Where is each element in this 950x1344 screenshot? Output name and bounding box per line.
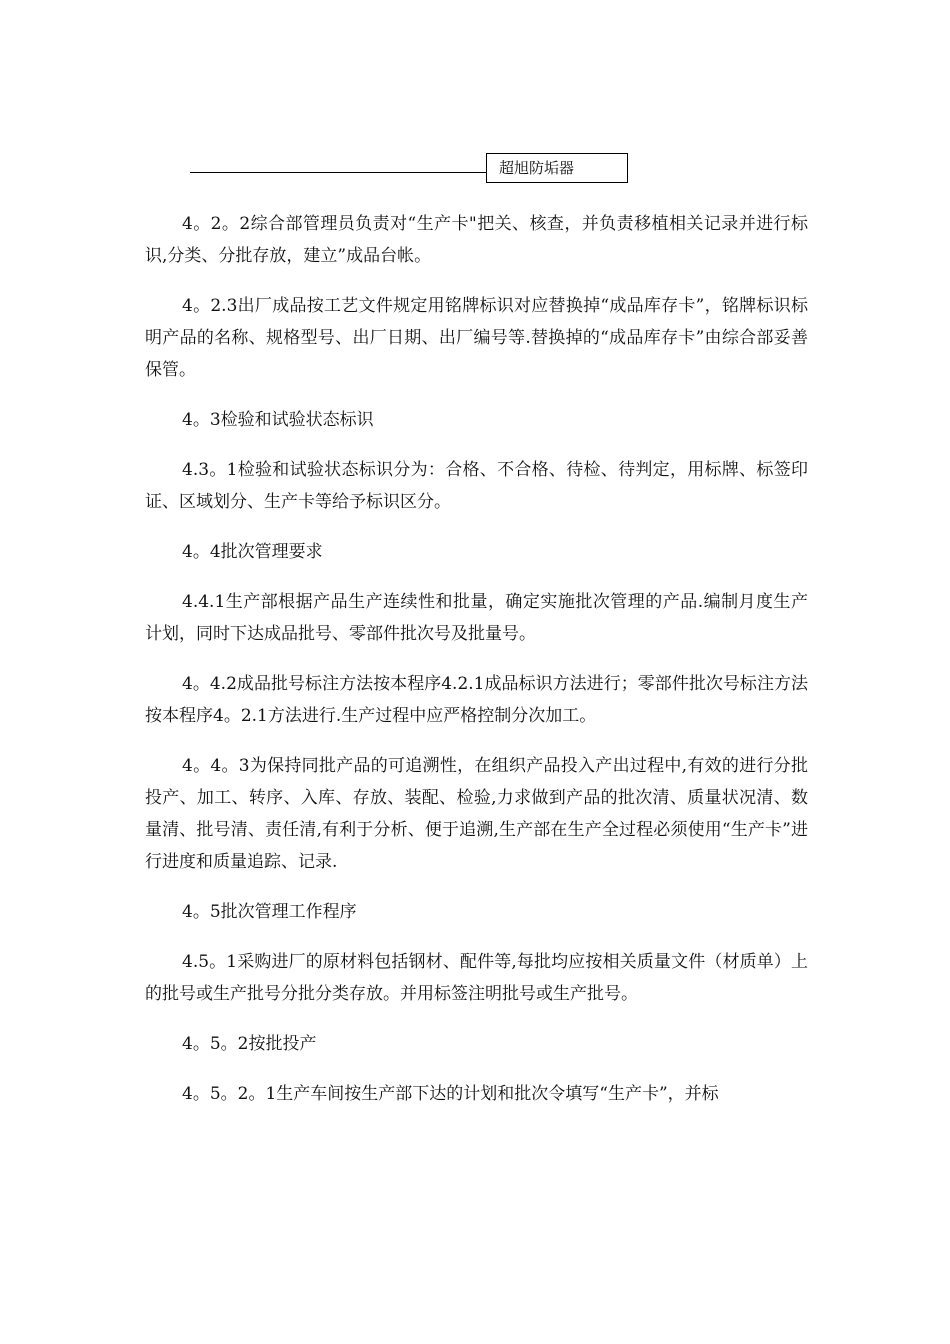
- paragraph-4-4-1: 4.4.1生产部根据产品生产连续性和批量，确定实施批次管理的产品.编制月度生产计划，同时下达成品批号、零部件批次号及批量号。: [145, 592, 808, 644]
- heading-4-5-2: 4。5。2按批投产: [182, 1034, 317, 1054]
- company-name-box: 超旭防垢器: [486, 153, 628, 183]
- paragraph-4-4-3: 4。4。3为保持同批产品的可追溯性，在组织产品投入产出过程中,有效的进行分批投产、加工、转序、入库、存放、装配、检验,力求做到产品的批次清、质量状况清、数量清、批号清、责任清,有利于分析、便于追溯,生产部在生产全过程必须使用“生产卡”进行进度和质量追踪、记录.: [145, 756, 808, 872]
- heading-4-4: 4。4批次管理要求: [182, 542, 323, 562]
- heading-4-5: 4。5批次管理工作程序: [182, 902, 357, 922]
- paragraph-4-5-2-1: 4。5。2。1生产车间按生产部下达的计划和批次令填写“生产卡”，并标: [182, 1084, 719, 1104]
- paragraph-4-2-3: 4。2.3出厂成品按工艺文件规定用铭牌标识对应替换掉“成品库存卡”，铭牌标识标明产品的名称、规格型号、出厂日期、出厂编号等.替换掉的“成品库存卡”由综合部妥善保管。: [145, 296, 808, 380]
- header-rule: [190, 172, 487, 173]
- paragraph-4-3-1: 4.3。1检验和试验状态标识分为：合格、不合格、待检、待判定，用标牌、标签印证、区域划分、生产卡等给予标识区分。: [145, 460, 808, 512]
- paragraph-4-2-2: 4。2。2综合部管理员负责对“生产卡"把关、核查，并负责移植相关记录并进行标识,分类、分批存放，建立”成品台帐。: [145, 214, 808, 266]
- heading-4-3: 4。3检验和试验状态标识: [182, 410, 374, 430]
- paragraph-4-5-1: 4.5。1采购进厂的原材料包括钢材、配件等,每批均应按相关质量文件（材质单）上的批号或生产批号分批分类存放。并用标签注明批号或生产批号。: [145, 952, 808, 1004]
- document-body: [145, 208, 808, 1128]
- paragraph-4-4-2: 4。4.2成品批号标注方法按本程序4.2.1成品标识方法进行；零部件批次号标注方法按本程序4。2.1方法进行.生产过程中应严格控制分次加工。: [145, 674, 808, 726]
